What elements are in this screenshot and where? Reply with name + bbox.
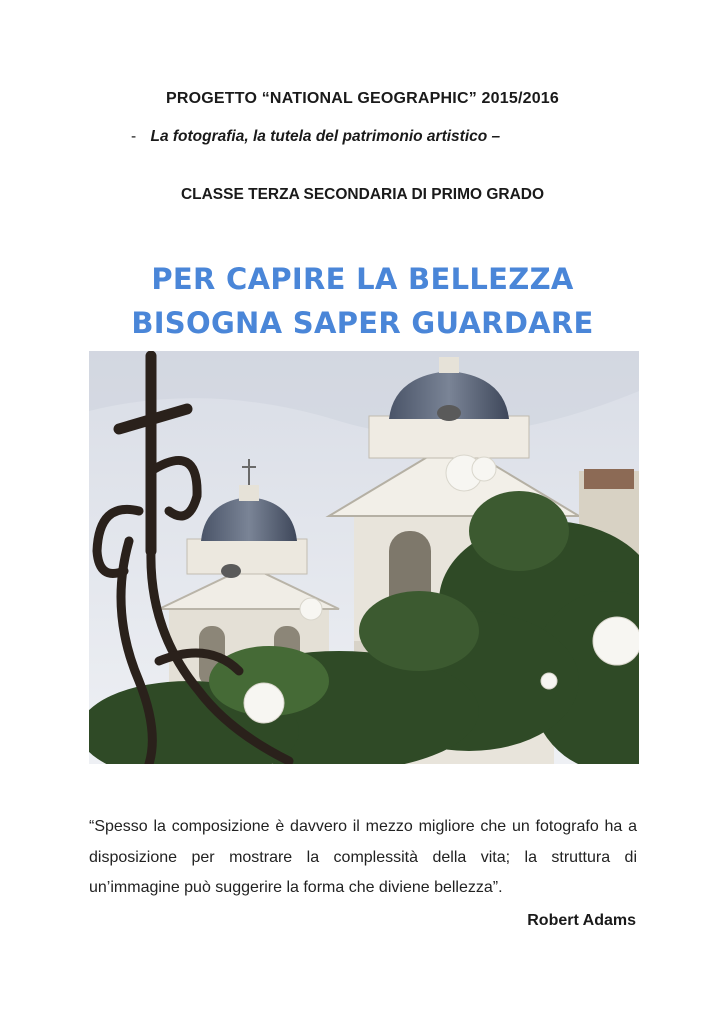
main-title-line-2: BISOGNA SAPER GUARDARE <box>131 306 594 340</box>
subtitle-line <box>131 128 500 146</box>
church-bell-towers-photo <box>89 351 639 764</box>
subtitle: La fotografia, la tutela del patrimonio artistico – <box>150 128 501 145</box>
class-line: CLASSE TERZA SECONDARIA DI PRIMO GRADO <box>180 186 545 203</box>
quote-text: “Spesso la composizione è davvero il mezzo migliore che un fotografo ha a disposizione per mostrare la complessità della vita; la struttura di un’immagine può suggerire la forma che diviene bellezza”. <box>89 818 637 896</box>
project-title: PROGETTO “NATIONAL GEOGRAPHIC” 2015/2016 <box>166 90 559 107</box>
main-title-line-1: PER CAPIRE LA BELLEZZA <box>151 262 574 296</box>
subtitle-dash: - <box>131 128 137 145</box>
quote-author: Robert Adams <box>527 912 636 929</box>
main-title <box>0 257 725 345</box>
